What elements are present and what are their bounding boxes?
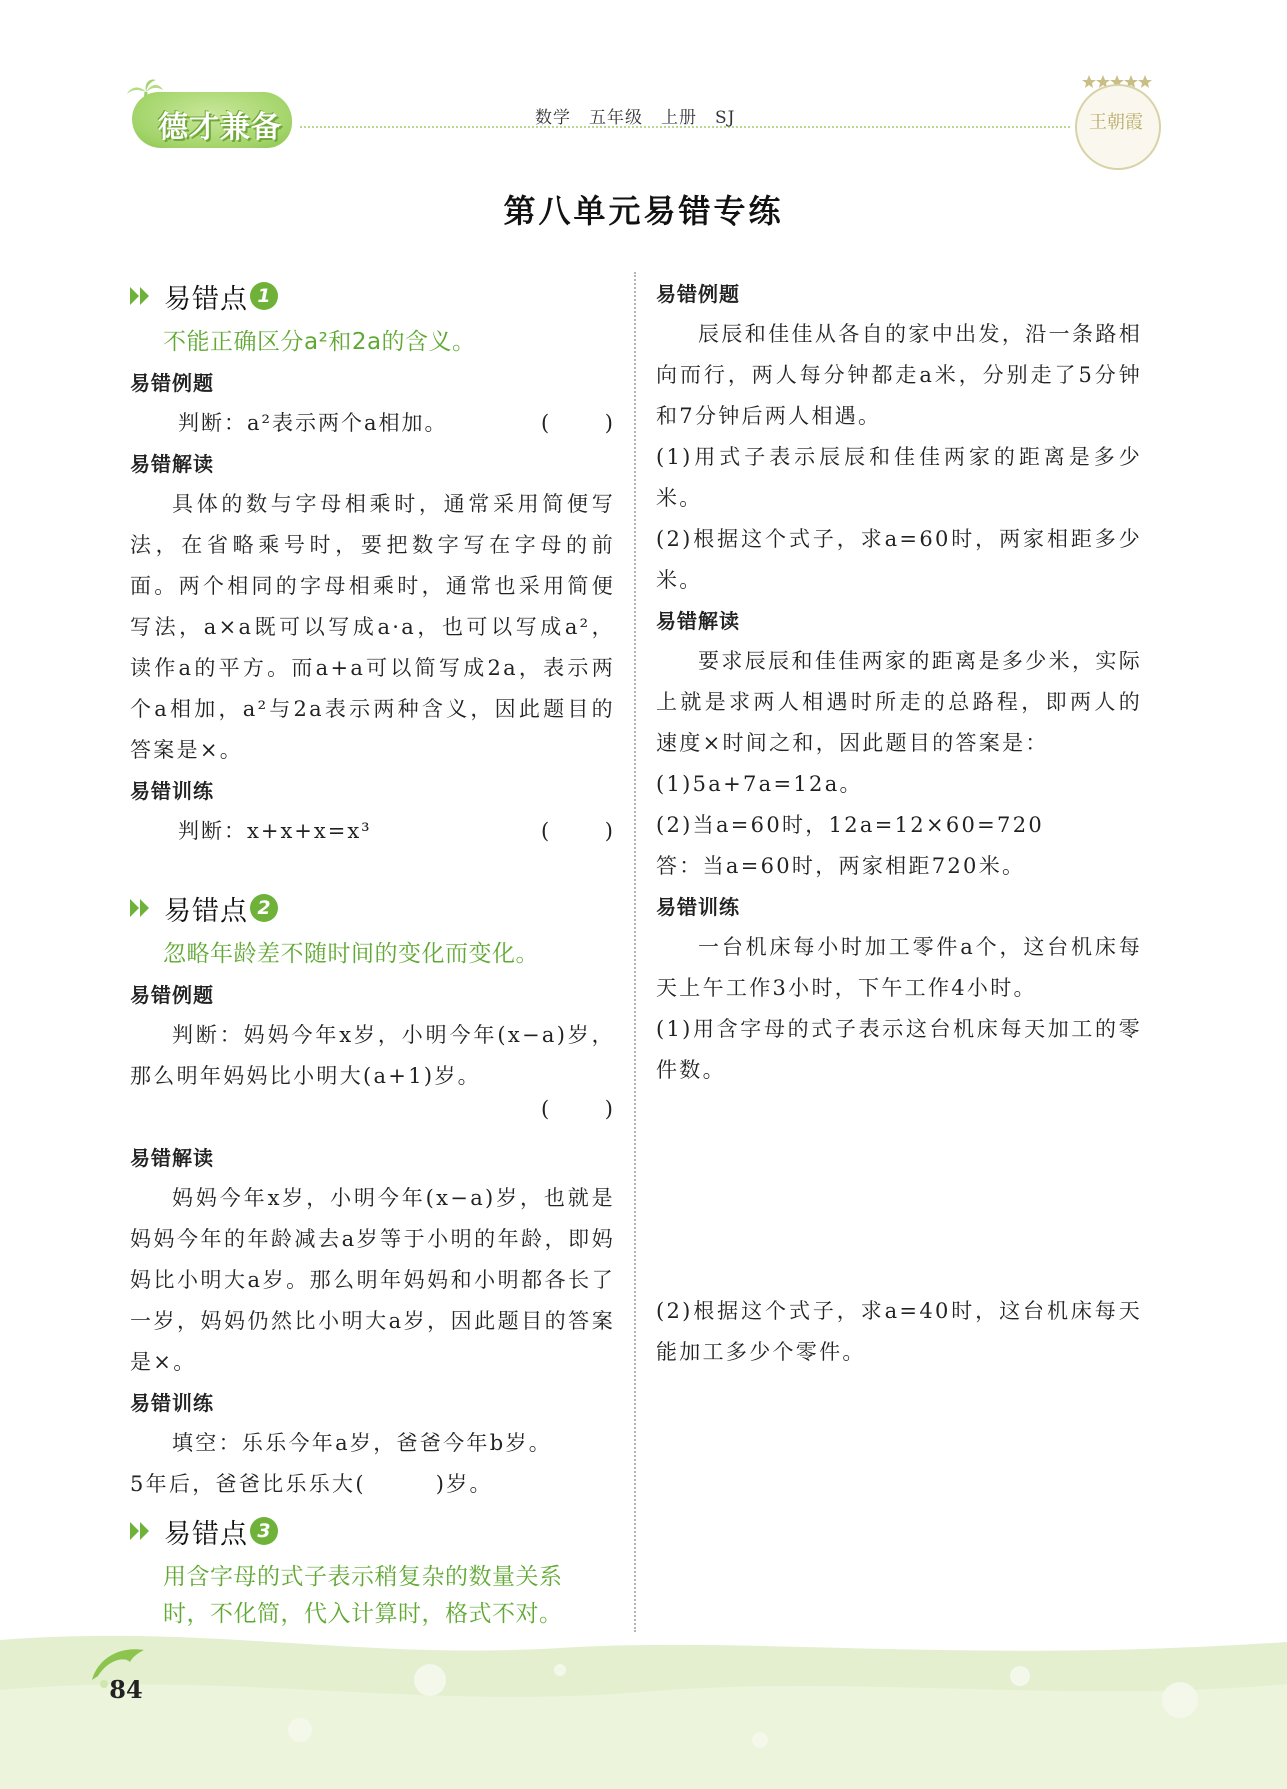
example-question <box>130 403 615 444</box>
training-heading: 易错训练 <box>130 1391 214 1415</box>
paren-left: ( <box>541 411 550 435</box>
double-arrow-icon <box>130 1520 156 1542</box>
answer-parentheses[interactable] <box>541 811 613 852</box>
paren-left: ( <box>541 819 550 843</box>
page-number: 84 <box>109 1675 143 1704</box>
seal-text: 王朝霞 <box>1089 112 1143 133</box>
example-question-2: (2)根据这个式子，求a=60时，两家相距多少米。 <box>656 527 1142 592</box>
training-question-1: (1)用含字母的式子表示这台机床每天加工的零件数。 <box>656 1017 1142 1082</box>
error-point-label: 易错点 <box>164 283 248 315</box>
error-point-summary-line-1: 用含字母的式子表示稍复杂的数量关系 <box>163 1564 563 1590</box>
answer-parentheses[interactable] <box>541 403 613 444</box>
error-point-1-heading <box>130 272 615 320</box>
answer-parentheses[interactable] <box>541 1097 613 1121</box>
brand-logo: 德才兼备 <box>158 110 282 145</box>
analysis-heading: 易错解读 <box>130 1146 214 1170</box>
paren-right: ) <box>604 819 613 843</box>
error-point-summary: 不能正确区分a²和2a的含义。 <box>163 329 476 355</box>
paren-left: ( <box>541 1097 550 1121</box>
page-header <box>0 0 1287 160</box>
training-text: 判断：x+x+x=x³ <box>178 819 372 843</box>
page-title: 第八单元易错专练 <box>503 192 784 230</box>
analysis-text: 要求辰辰和佳佳两家的距离是多少米，实际上就是求两人相遇时所走的总路程，即两人的速度×时间之和，因此题目的答案是： <box>656 649 1142 755</box>
right-column <box>656 274 1142 1373</box>
example-text: 判断：妈妈今年x岁，小明今年(x−a)岁，那么明年妈妈比小明大(a+1)岁。 <box>130 1023 615 1088</box>
error-point-summary-line-2: 时，不化简，代入计算时，格式不对。 <box>163 1601 563 1627</box>
example-text: 辰辰和佳佳从各自的家中出发，沿一条路相向而行，两人每分钟都走a米，分别走了5分钟和7分钟后两人相遇。 <box>656 322 1142 428</box>
example-text: 判断：a²表示两个a相加。 <box>178 411 448 435</box>
analysis-text: 妈妈今年x岁，小明今年(x−a)岁，也就是妈妈今年的年龄减去a岁等于小明的年龄，即妈妈比小明大a岁。那么明年妈妈和小明都各长了一岁，妈妈仍然比小明大a岁，因此题目的答案是×。 <box>130 1186 615 1374</box>
training-text: 一台机床每小时加工零件a个，这台机床每天上午工作3小时，下午工作4小时。 <box>656 935 1142 1000</box>
column-divider <box>634 272 636 1632</box>
paren-right: ) <box>604 1097 613 1121</box>
double-arrow-icon <box>130 285 156 307</box>
error-point-number: 1 <box>250 282 278 310</box>
paren-right: ) <box>604 411 613 435</box>
answer-3: 答：当a=60时，两家相距720米。 <box>656 854 1026 878</box>
example-heading: 易错例题 <box>656 282 740 306</box>
error-point-summary: 忽略年龄差不随时间的变化而变化。 <box>163 941 539 967</box>
training-heading: 易错训练 <box>656 895 740 919</box>
error-point-label: 易错点 <box>164 895 248 927</box>
example-heading: 易错例题 <box>130 983 214 1007</box>
training-question-2: (2)根据这个式子，求a=40时，这台机床每天能加工多少个零件。 <box>656 1299 1142 1364</box>
answer-line <box>130 1097 615 1138</box>
analysis-text: 具体的数与字母相乘时，通常采用简便写法，在省略乘号时，要把数字写在字母的前面。两个相同的字母相乘时，通常也采用简便写法，a×a既可以写成a·a，也可以写成a²，读作a的平方。而a+a可以简写成2a，表示两个a相加，a²与2a表示两种含义，因此题目的答案是×。 <box>130 492 615 762</box>
analysis-heading: 易错解读 <box>656 609 740 633</box>
training-heading: 易错训练 <box>130 779 214 803</box>
analysis-heading: 易错解读 <box>130 452 214 476</box>
error-point-number: 2 <box>250 894 278 922</box>
header-subject: 数学 五年级 上册 SJ <box>535 108 736 128</box>
training-text-line-2[interactable]: 5年后，爸爸比乐乐大( )岁。 <box>130 1472 493 1496</box>
example-heading: 易错例题 <box>130 371 214 395</box>
training-text-line-1: 填空：乐乐今年a岁，爸爸今年b岁。 <box>172 1431 553 1455</box>
bottom-wave-decoration <box>0 1630 1287 1789</box>
error-point-3-heading <box>130 1507 615 1555</box>
example-question-1: (1)用式子表示辰辰和佳佳两家的距离是多少米。 <box>656 445 1142 510</box>
answer-1: (1)5a+7a=12a。 <box>656 772 863 796</box>
training-question <box>130 811 615 852</box>
error-point-2-heading <box>130 884 615 932</box>
answer-2: (2)当a=60时，12a=12×60=720 <box>656 813 1045 837</box>
error-point-label: 易错点 <box>164 1518 248 1550</box>
left-column <box>130 270 615 1635</box>
answer-space[interactable] <box>656 1091 1142 1291</box>
error-point-number: 3 <box>250 1517 278 1545</box>
double-arrow-icon <box>130 897 156 919</box>
